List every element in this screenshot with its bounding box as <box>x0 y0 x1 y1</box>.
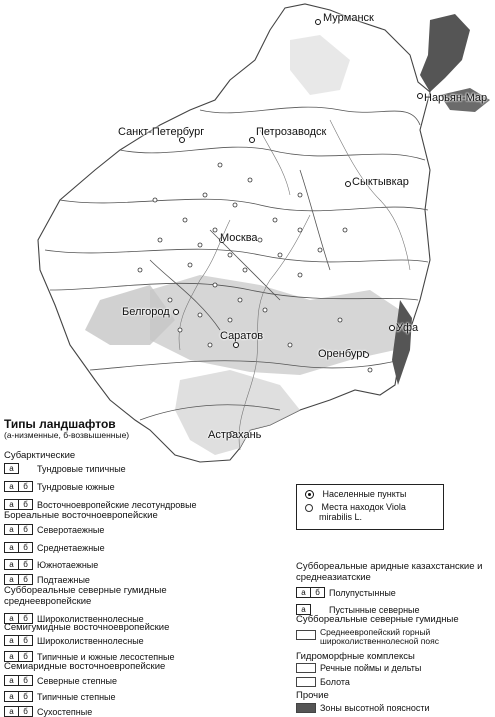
legend-row-forest-steppe: а б Типичные и южные лесостепные <box>4 651 175 662</box>
legend-row-broadleaf-2: а б Широколиственнолесные <box>4 635 144 646</box>
city-moscow: Москва <box>220 232 258 244</box>
legend-title: Типы ландшафтов (а-низменные, б-возвышенные) <box>4 417 130 441</box>
legend-ab-box: а б <box>4 574 33 585</box>
city-belgorod: Белгород <box>122 306 170 318</box>
legend-swatch <box>296 663 316 673</box>
legend-header-other: Прочие <box>296 690 329 701</box>
legend-row-north-taiga: а б Северотаежные <box>4 524 104 535</box>
city-saratov: Саратов <box>220 330 264 342</box>
legend-header-subboreal-arid: Суббореальные аридные казахстанские и среднеазиатские <box>296 561 483 583</box>
city-naryan-mar: Нарьян-Мар <box>424 92 488 104</box>
legend-ab-box: а б <box>4 542 33 553</box>
legend-ab-box: а б <box>4 499 33 510</box>
viola-finds-label-2: mirabilis L. <box>319 512 363 523</box>
city-ufa: Уфа <box>396 322 419 334</box>
city-st-petersburg: Санкт-Петербург <box>118 126 205 138</box>
legend-ab-box: а б <box>4 524 33 535</box>
legend-row-tundra-typical: а Тундровые типичные <box>4 463 126 474</box>
legend-ab-box: а б <box>4 613 33 624</box>
legend-ab-box: а б <box>4 691 33 702</box>
legend-row-broadleaf-1: а б Широколиственнолесные <box>4 613 144 624</box>
legend-row-altitude-zones: Зоны высотной поясности <box>296 703 430 713</box>
legend-ab-box: а б <box>4 481 33 492</box>
legend-header-boreal: Бореальные восточноевропейские <box>4 510 158 521</box>
legend-row-semidesert: а б Полупустынные <box>296 587 396 598</box>
legend-header-subboreal-humid-2: Суббореальные северные гумидные <box>296 614 459 625</box>
legend-swatch-dark <box>296 703 316 713</box>
settlements-label: Населенные пункты <box>322 489 407 499</box>
city-petrozavodsk: Петрозаводск <box>256 126 327 138</box>
legend-ab-box: а б <box>4 706 33 717</box>
legend-row-mountain-belt: Среднеевропейский горный широколиственнолесной пояс <box>296 628 470 647</box>
legend-swatch <box>296 677 316 687</box>
legend-row-south-taiga: а б Южнотаежные <box>4 559 98 570</box>
legend-row-floodplains: Речные поймы и дельты <box>296 663 421 673</box>
legend-row-forest-tundra: а б Восточноевропейские лесотундровые <box>4 499 197 510</box>
legend-ab-box: а б <box>4 635 33 646</box>
legend-header-subboreal-humid: Суббореальные северные гумидные среднеевропейские <box>4 585 167 607</box>
city-murmansk: Мурманск <box>323 12 374 24</box>
legend-ab-box: а б <box>4 651 33 662</box>
legend-ab-box: а <box>4 463 19 474</box>
legend-header-semiarid: Семиаридные восточноевропейские <box>4 661 166 672</box>
legend-row-north-steppe: а б Северные степные <box>4 675 117 686</box>
legend-ab-box: а б <box>4 559 33 570</box>
legend-row-mid-taiga: а б Среднетаежные <box>4 542 105 553</box>
city-astrakhan: Астрахань <box>208 429 262 441</box>
legend-ab-box: а б <box>296 587 325 598</box>
viola-finds-label-1: Места находок Viola <box>321 502 406 512</box>
legend-row-typical-steppe: а б Типичные степные <box>4 691 116 702</box>
markers-legend-box <box>296 484 444 530</box>
city-orenburg: Оренбург <box>318 348 367 360</box>
legend-ab-box: а <box>296 604 311 615</box>
legend-header-semihumid: Семигумидные восточноевропейские <box>4 622 170 633</box>
viola-find-marker-icon <box>305 504 313 512</box>
legend-swatch <box>296 630 316 640</box>
city-syktyvkar: Сыктывкар <box>352 176 409 188</box>
legend-row-desert-north: а Пустынные северные <box>296 604 420 615</box>
legend-row-swamps: Болота <box>296 677 350 687</box>
legend-header-hydromorphic: Гидроморфные комплексы <box>296 651 415 662</box>
legend-header-subarctic: Субарктические <box>4 450 76 461</box>
settlement-marker-icon <box>305 490 314 499</box>
legend-row-subtaiga: а б Подтаежные <box>4 574 90 585</box>
legend-ab-box: а б <box>4 675 33 686</box>
legend-row-dry-steppe: а б Сухостепные <box>4 706 92 717</box>
legend-row-tundra-south: а б Тундровые южные <box>4 481 115 492</box>
